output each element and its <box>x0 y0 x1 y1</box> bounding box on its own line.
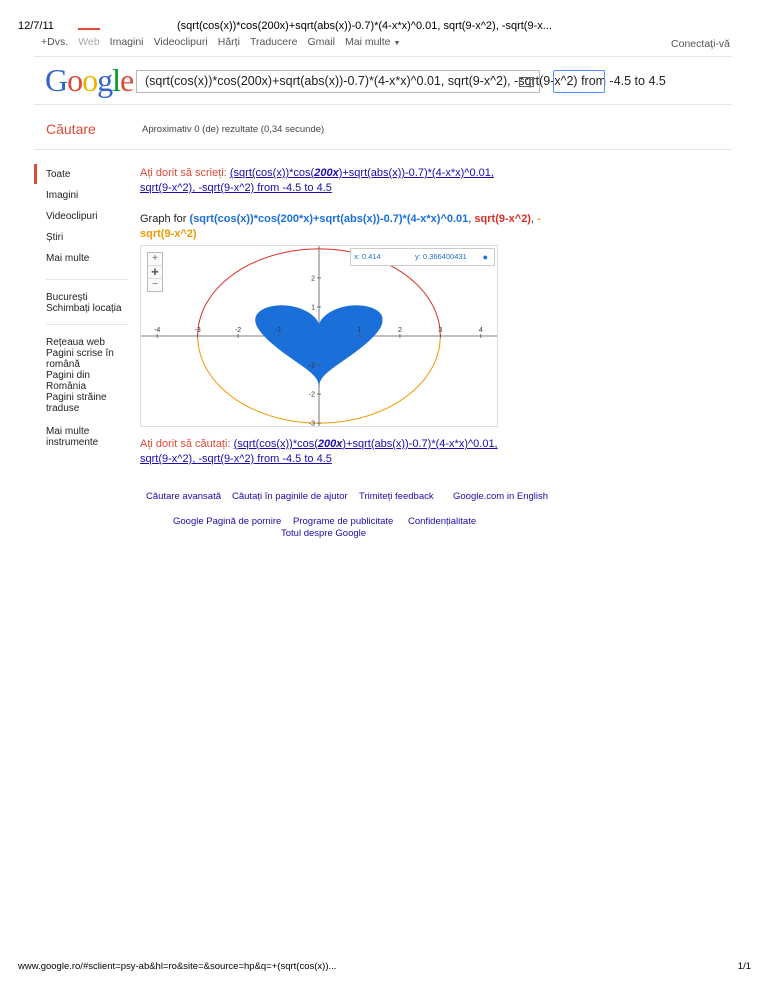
footer-feedback[interactable]: Trimiteți feedback <box>359 491 434 502</box>
logo-letter: e <box>120 62 134 98</box>
search-query: (sqrt(cos(x))*cos(200x)+sqrt(abs(x))-0.7)*(4-x*x)^0.01, sqrt(9-x^2), -sqrt(9-x^2) from -4.5 to 4.5 <box>145 74 666 88</box>
x-tick-label: 4 <box>478 327 483 334</box>
graph-series1-label: (sqrt(cos(x))*cos(200*x)+sqrt(abs(x))-0.7)*(4-x*x)^0.01 <box>189 213 469 225</box>
spell-prefix: Ați dorit să scrieți: <box>140 167 227 179</box>
graph-series3-label: -sqrt(9-x^2) <box>140 213 541 240</box>
x-readout: x: 0.414 <box>354 252 381 261</box>
x-tick-label: -3 <box>194 327 201 334</box>
footer-advertising[interactable]: Programe de publicitate <box>293 516 394 527</box>
sidebar-web-item-translated[interactable]: Pagini străine traduse <box>46 392 107 414</box>
logo-letter: G <box>45 62 68 98</box>
footer-homepage[interactable]: Google Pagină de pornire <box>173 516 282 527</box>
x-tick-label: 2 <box>397 327 402 334</box>
sidebar-item-all[interactable]: Toate <box>46 169 71 180</box>
print-page: 1/1 <box>737 961 751 972</box>
top-nav <box>41 36 407 48</box>
x-tick-label: -4 <box>154 327 161 334</box>
footer-about[interactable]: Totul despre Google <box>281 528 367 539</box>
x-tick-label: -1 <box>275 327 282 334</box>
footer-help[interactable]: Căutați în paginile de ajutor <box>232 491 348 502</box>
zoom-out-icon[interactable]: − <box>152 279 158 290</box>
search-instead <box>140 437 560 467</box>
search-heading: Căutare <box>46 121 96 137</box>
sidebar-web-item-romanian[interactable]: Pagini scrise în română <box>46 348 114 370</box>
zoom-in-icon[interactable]: + <box>152 253 158 264</box>
search-button[interactable] <box>553 70 605 93</box>
print-url: www.google.ro/#sclient=psy-ab&hl=ro&site=&source=hp&q=+(sqrt(cos(x))... <box>18 961 337 972</box>
nav-item-more[interactable] <box>345 36 400 48</box>
footer-privacy[interactable]: Confidențialitate <box>408 516 477 527</box>
spell-link-a: (sqrt(cos(x))*cos( <box>229 167 315 179</box>
active-indicator <box>34 164 37 184</box>
nav-item-maps[interactable]: Hărți <box>217 36 240 48</box>
nav-item-web[interactable]: Web <box>78 28 99 48</box>
search-instead-link-line2: sqrt(9-x^2), -sqrt(9-x^2) from -4.5 to 4.5 <box>140 453 332 465</box>
spell-link-line2: sqrt(9-x^2), -sqrt(9-x^2) from -4.5 to 4.5 <box>140 182 332 194</box>
search-instead-link-c: )+sqrt(abs(x))-0.7)*(4-x*x)^0.01, <box>342 438 498 450</box>
graph-title: Graph for (sqrt(cos(x))*cos(200*x)+sqrt(abs(x))-0.7)*(4-x*x)^0.01, sqrt(9-x^2), -sqrt(9-x^2) <box>140 213 541 240</box>
y-tick-label: 1 <box>311 304 315 312</box>
nav-item-images[interactable]: Imagini <box>109 36 144 48</box>
sidebar-more-tools[interactable]: Mai multe instrumente <box>46 426 99 448</box>
search-instead-link-a: (sqrt(cos(x))*cos( <box>233 438 318 450</box>
footer-english[interactable]: Google.com in English <box>453 491 549 502</box>
sidebar-web-item-romania[interactable]: Pagini din România <box>46 370 90 392</box>
logo-letter: g <box>97 62 113 98</box>
signin-link[interactable]: Conectați-vă <box>671 38 730 50</box>
result-stats: Aproximativ 0 (de) rezultate (0,34 secunde) <box>142 124 325 135</box>
nav-item-translate[interactable]: Traducere <box>249 36 298 48</box>
x-tick-label: 3 <box>438 327 443 334</box>
spell-link-b: 200x <box>314 167 339 179</box>
nav-item-more-label: Mai multe <box>345 36 391 48</box>
sidebar-item-images[interactable]: Imagini <box>46 190 79 201</box>
nav-item-gmail[interactable]: Gmail <box>307 36 335 48</box>
logo-letter: o <box>67 62 83 98</box>
graph-title-prefix: Graph for <box>140 213 187 225</box>
readout-dot-icon[interactable]: ● <box>482 252 488 262</box>
keyboard-icon[interactable] <box>519 77 534 87</box>
coordinate-readout <box>350 248 495 266</box>
logo-letter: o <box>82 62 98 98</box>
zoom-control <box>147 252 163 292</box>
sidebar-change-location[interactable]: Schimbați locația <box>46 303 122 314</box>
y-tick-label: 2 <box>311 275 315 283</box>
chevron-down-icon: ▼ <box>393 40 401 47</box>
spell-link-c: )+sqrt(abs(x))-0.7)*(4-x*x)^0.01, <box>338 167 494 179</box>
x-tick-label: 1 <box>357 327 362 334</box>
nav-item-videos[interactable]: Videoclipuri <box>153 36 208 48</box>
google-logo[interactable] <box>45 62 133 99</box>
y-tick-label: -2 <box>308 391 315 399</box>
graph-panel[interactable] <box>140 245 498 427</box>
y-tick-label: -1 <box>308 362 315 370</box>
nav-divider <box>34 56 732 57</box>
sidebar-item-more[interactable]: Mai multe <box>46 253 90 264</box>
print-title: (sqrt(cos(x))*cos(200x)+sqrt(abs(x))-0.7)*(4-x*x)^0.01, sqrt(9-x^2), -sqrt(9-x... <box>177 20 552 32</box>
nav-item-you[interactable]: +Dvs. <box>41 36 69 48</box>
print-date: 12/7/11 <box>18 20 54 32</box>
footer-advanced-search[interactable]: Căutare avansată <box>146 491 221 502</box>
pan-icon[interactable]: ✚ <box>148 265 162 279</box>
search-instead-prefix: Ați dorit să căutați: <box>140 438 231 450</box>
graph-plot[interactable] <box>141 246 497 426</box>
search-input[interactable] <box>136 70 666 93</box>
graph-series2-label: sqrt(9-x^2) <box>474 213 531 225</box>
spell-suggestion <box>140 166 560 196</box>
x-tick-label: -2 <box>234 327 242 334</box>
header-divider <box>34 104 732 105</box>
logo-letter: l <box>112 62 120 98</box>
sidebar-location[interactable]: București <box>46 292 88 303</box>
sidebar-divider-2 <box>46 324 128 325</box>
sidebar-web-heading[interactable]: Rețeaua web <box>46 337 105 348</box>
sidebar-item-videos[interactable]: Videoclipuri <box>46 211 98 222</box>
search-instead-link-b: 200x <box>317 438 343 450</box>
results-divider <box>34 149 732 150</box>
sidebar-divider-1 <box>46 279 128 280</box>
sidebar-item-news[interactable]: Știri <box>46 232 64 243</box>
y-readout: y: 0.366400431 <box>415 252 467 261</box>
y-tick-label: -3 <box>308 420 315 428</box>
